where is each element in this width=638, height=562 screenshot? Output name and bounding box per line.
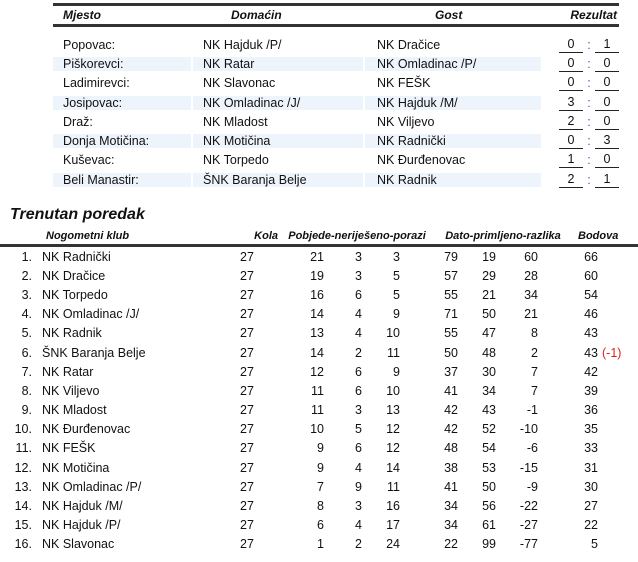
club-name: NK Torpedo [42,287,108,302]
rank: 16. [14,537,32,552]
goals-for: 71 [444,307,458,322]
draws: 4 [355,460,362,475]
club-name: NK Ratar [42,364,94,379]
played: 27 [240,518,254,533]
played: 27 [240,268,254,283]
rank: 4. [21,307,32,322]
away-goals: 3 [595,133,619,149]
score-separator: : [587,56,591,71]
points: 43 [584,326,598,341]
goals-against: 99 [482,537,496,552]
wins: 6 [317,518,324,533]
draws: 3 [355,499,362,514]
standings-row [0,266,638,285]
rank: 14. [14,499,32,514]
club-name: NK Mladost [42,403,107,418]
results-body [53,35,619,189]
losses: 11 [387,479,400,494]
rank: 1. [21,249,32,264]
goals-against: 19 [482,249,496,264]
match-town: Beli Manastir: [53,173,191,187]
club-name: NK Radnički [42,249,111,264]
goals-for: 22 [444,537,458,552]
played: 27 [240,383,254,398]
goals-against: 61 [482,518,496,533]
goal-difference: -77 [519,537,538,552]
points: 22 [584,518,598,533]
club-name: ŠNK Baranja Belje [42,345,146,360]
goals-for: 55 [444,326,458,341]
rank: 9. [21,403,32,418]
losses: 12 [386,422,400,437]
played: 27 [240,479,254,494]
points: 27 [584,499,598,514]
header-points: Bodova [578,230,619,242]
points: 5 [591,537,598,552]
match-row [53,170,619,189]
wins: 13 [310,326,324,341]
wins: 10 [310,422,324,437]
match-away-team: NK Radnički [365,134,541,148]
losses: 5 [393,268,400,283]
goals-against: 53 [482,460,496,475]
played: 27 [240,326,254,341]
standings-row [0,458,638,477]
club-name: NK Slavonac [42,537,115,552]
points: 42 [584,364,598,379]
wins: 16 [310,287,324,302]
match-town: Donja Motičina: [53,134,191,148]
match-away-team: NK Hajduk /M/ [365,96,541,110]
points: 36 [584,403,598,418]
home-goals: 2 [559,172,583,188]
match-result [541,114,619,130]
club-name: NK FEŠK [42,441,96,456]
results-header [53,6,619,24]
rank: 5. [21,326,32,341]
goal-difference: 2 [531,345,538,360]
match-row [53,93,619,112]
goals-for: 34 [444,518,458,533]
played: 27 [240,345,254,360]
draws: 5 [355,422,362,437]
goals-against: 29 [482,268,496,283]
points: 39 [584,383,598,398]
goals-for: 50 [444,345,458,360]
score-separator: : [587,37,591,52]
away-goals: 1 [595,37,619,53]
home-goals: 3 [559,95,583,111]
goals-for: 38 [444,460,458,475]
match-home-team: NK Motičina [193,134,363,148]
match-row [53,54,619,73]
goals-for: 34 [444,499,458,514]
club-name: NK Radnik [42,326,102,341]
standings-header [0,228,638,244]
goal-difference: -6 [526,441,538,456]
goals-against: 50 [482,479,496,494]
points-penalty: (-1) [602,345,622,360]
home-goals: 0 [559,133,583,149]
rank: 2. [21,268,32,283]
draws: 2 [355,537,362,552]
header-played: Kola [254,230,278,242]
goals-for: 57 [444,268,458,283]
standings-row [0,285,638,304]
goal-difference: -22 [519,499,538,514]
goals-against: 47 [482,326,496,341]
results-header-rule [53,24,619,27]
points: 46 [584,307,598,322]
points: 30 [584,479,598,494]
losses: 3 [393,249,400,264]
home-goals: 2 [559,114,583,130]
wins: 7 [317,479,324,494]
goals-against: 48 [482,345,496,360]
goal-difference: 34 [524,287,538,302]
match-row [53,74,619,93]
points: 54 [584,287,598,302]
losses: 24 [386,537,400,552]
played: 27 [240,441,254,456]
match-town: Piškorevci: [53,57,191,71]
match-away-team: NK Radnik [365,173,541,187]
home-goals: 0 [559,75,583,91]
losses: 10 [386,383,400,398]
standings-row [0,420,638,439]
goal-difference: 60 [524,249,538,264]
losses: 12 [386,441,400,456]
club-name: NK Viljevo [42,383,100,398]
wins: 1 [317,537,324,552]
losses: 10 [386,326,400,341]
wins: 9 [317,441,324,456]
draws: 4 [355,307,362,322]
points: 60 [584,268,598,283]
match-town: Draž: [63,114,93,129]
points: 35 [584,422,598,437]
match-row [53,112,619,131]
goal-difference: -15 [519,460,538,475]
points: 31 [584,460,598,475]
rank: 11. [15,441,32,456]
goal-difference: -9 [526,479,538,494]
home-goals: 1 [559,152,583,168]
goals-for: 48 [444,441,458,456]
club-name: NK Motičina [42,460,110,475]
losses: 5 [393,287,400,302]
wins: 12 [310,364,324,379]
standings-row [0,401,638,420]
score-separator: : [587,114,591,129]
match-home-team: NK Ratar [193,57,363,71]
rank: 12. [14,460,32,475]
draws: 4 [355,518,362,533]
goals-for: 42 [444,403,458,418]
draws: 4 [355,326,362,341]
wins: 14 [310,345,324,360]
standings-title: Trenutan poredak [10,206,145,223]
goal-difference: 21 [524,307,538,322]
rank: 10. [14,422,32,437]
points: 66 [584,249,598,264]
standings-row [0,381,638,400]
header-club: Nogometni klub [46,230,130,242]
match-town: Popovac: [63,37,116,52]
club-name: NK Dračice [42,268,106,283]
losses: 17 [386,518,400,533]
away-goals: 0 [595,152,619,168]
played: 27 [240,364,254,379]
standings-row [0,477,638,496]
standings-row [0,324,638,343]
draws: 6 [355,364,362,379]
match-away-team: NK FEŠK [377,76,431,91]
goal-difference: -1 [526,403,538,418]
wins: 8 [317,499,324,514]
score-separator: : [587,153,591,168]
match-town: Kuševac: [63,153,115,168]
rank: 7. [21,364,32,379]
score-separator: : [587,134,591,149]
points: 43 [584,345,598,360]
goals-for: 55 [444,287,458,302]
standings-row [0,535,638,554]
goal-difference: -10 [519,422,538,437]
goal-difference: 28 [524,268,538,283]
draws: 3 [355,268,362,283]
match-away-team: NK Viljevo [377,114,435,129]
club-name: NK Omladinac /P/ [42,479,142,494]
goals-against: 56 [482,499,496,514]
played: 27 [240,422,254,437]
wins: 19 [310,268,324,283]
match-row [53,35,619,54]
standings-table [0,228,638,554]
goals-against: 52 [482,422,496,437]
standings-row [0,516,638,535]
draws: 3 [355,403,362,418]
goals-against: 30 [482,364,496,379]
played: 27 [240,287,254,302]
match-town: Ladimirevci: [63,76,130,91]
goal-difference: -27 [519,518,538,533]
match-result [541,172,619,188]
rank: 8. [21,383,32,398]
rank: 13. [14,479,32,494]
wins: 21 [310,249,324,264]
match-result [541,37,619,53]
standings-row [0,496,638,515]
goals-against: 21 [482,287,496,302]
club-name: NK Hajduk /M/ [42,499,123,514]
match-away-team: NK Omladinac /P/ [365,57,541,71]
match-home-team: NK Slavonac [203,76,276,91]
rank: 15. [14,518,32,533]
goals-for: 41 [444,383,458,398]
goal-difference: 7 [531,383,538,398]
goals-against: 34 [482,383,496,398]
home-goals: 0 [559,56,583,72]
wins: 11 [311,403,324,418]
losses: 9 [393,307,400,322]
losses: 11 [387,345,400,360]
losses: 14 [386,460,400,475]
draws: 2 [355,345,362,360]
goals-against: 43 [482,403,496,418]
played: 27 [240,460,254,475]
score-separator: : [587,76,591,91]
match-away-team: NK Đurđenovac [377,153,466,168]
away-goals: 0 [595,114,619,130]
draws: 6 [355,441,362,456]
match-result [541,152,619,168]
club-name: NK Đurđenovac [42,422,131,437]
wins: 9 [317,460,324,475]
losses: 16 [386,499,400,514]
goals-for: 42 [444,422,458,437]
header-home: Domaćin [231,8,282,22]
header-result: Rezultat [570,8,617,22]
goals-against: 50 [482,307,496,322]
match-result [541,75,619,91]
score-separator: : [587,172,591,187]
played: 27 [240,537,254,552]
standings-row [0,305,638,324]
standings-row [0,343,638,362]
points: 33 [584,441,598,456]
draws: 9 [355,479,362,494]
match-home-team: ŠNK Baranja Belje [193,173,363,187]
match-away-team: NK Dračice [377,37,441,52]
goals-against: 54 [482,441,496,456]
standings-row [0,247,638,266]
match-home-team: NK Torpedo [203,153,269,168]
match-result [541,133,619,149]
club-name: NK Hajduk /P/ [42,518,121,533]
away-goals: 0 [595,56,619,72]
goal-difference: 7 [531,364,538,379]
wins: 11 [311,383,324,398]
played: 27 [240,403,254,418]
played: 27 [240,249,254,264]
goal-difference: 8 [531,326,538,341]
score-separator: : [587,95,591,110]
match-home-team: NK Mladost [203,114,268,129]
played: 27 [240,307,254,322]
standings-row [0,439,638,458]
match-town: Josipovac: [53,96,191,110]
header-goals: Dato-primljeno-razlika [445,230,561,242]
header-town: Mjesto [63,8,102,22]
match-result [541,95,619,111]
rank: 3. [21,287,32,302]
wins: 14 [310,307,324,322]
losses: 9 [393,364,400,379]
goals-for: 37 [444,364,458,379]
draws: 6 [355,383,362,398]
match-home-team: NK Omladinac /J/ [193,96,363,110]
header-wdl: Pobjede-neriješeno-porazi [288,230,426,242]
draws: 3 [355,249,362,264]
rank: 6. [21,345,32,360]
away-goals: 1 [595,172,619,188]
standings-body [0,247,638,554]
losses: 13 [386,403,400,418]
match-home-team: NK Hajduk /P/ [203,37,282,52]
away-goals: 0 [595,75,619,91]
match-row [53,151,619,170]
results-table [53,3,619,189]
goals-for: 79 [444,249,458,264]
goals-for: 41 [444,479,458,494]
away-goals: 0 [595,95,619,111]
header-away: Gost [435,8,463,22]
home-goals: 0 [559,37,583,53]
draws: 6 [355,287,362,302]
match-result [541,56,619,72]
standings-row [0,362,638,381]
club-name: NK Omladinac /J/ [42,307,140,322]
played: 27 [240,499,254,514]
match-row [53,131,619,150]
